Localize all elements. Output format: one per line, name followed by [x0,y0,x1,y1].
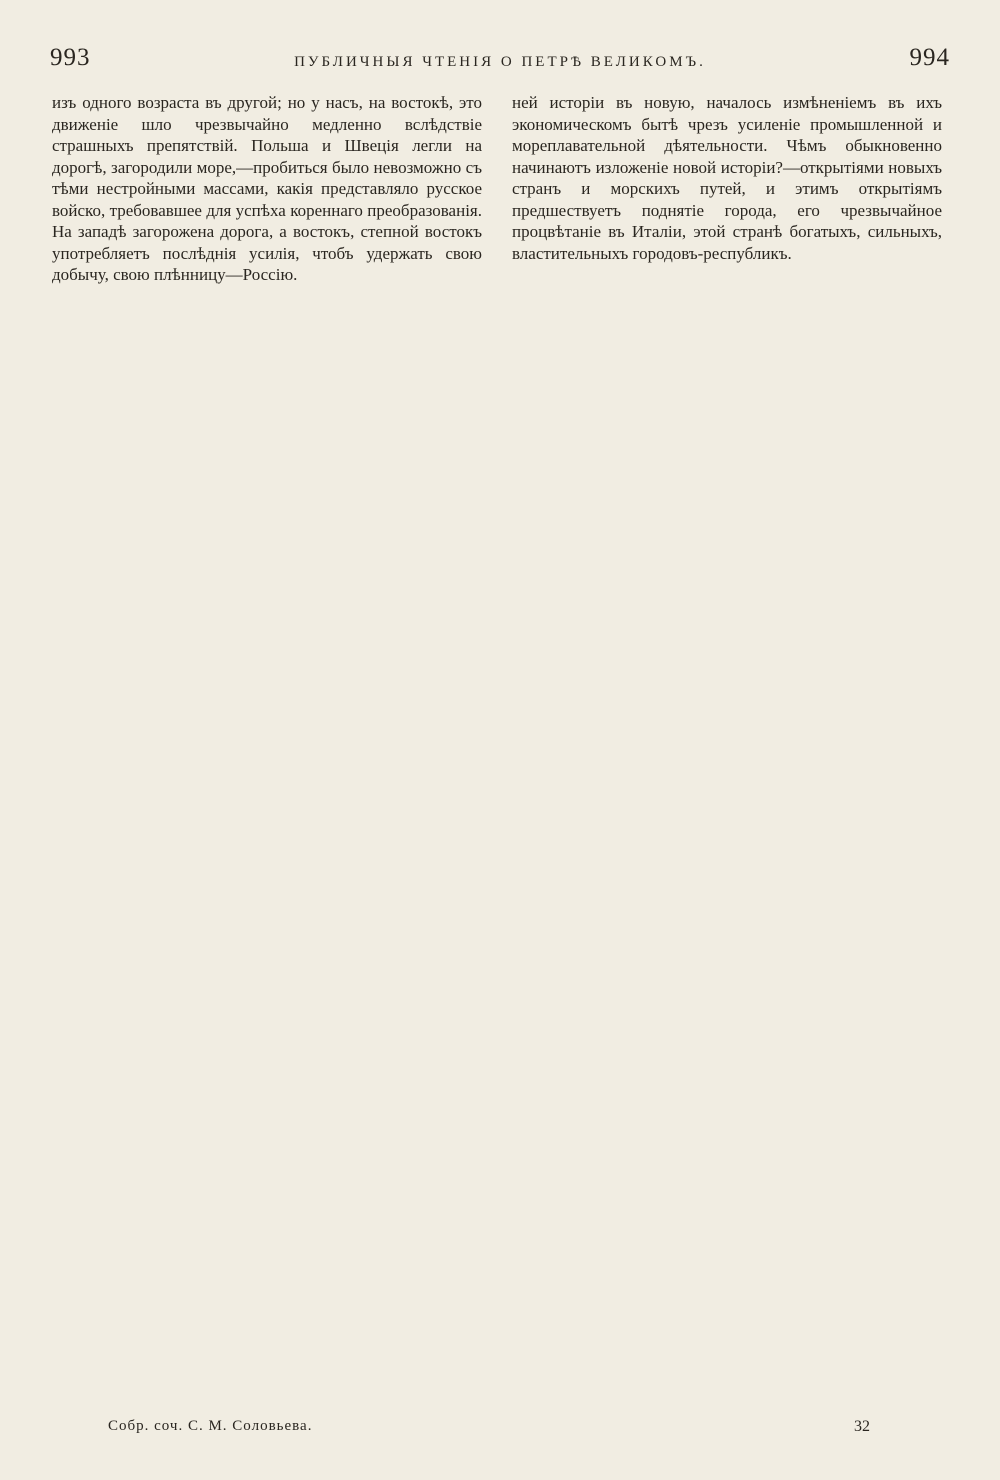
source-note: Собр. соч. С. М. Соловьева. [108,1418,313,1434]
page-number-left: 993 [50,44,91,71]
running-title: ПУБЛИЧНЫЯ ЧТЕНІЯ О ПЕТРѢ ВЕЛИКОМЪ. [294,54,706,70]
paragraph: изъ одного возраста въ другой; но у насъ, на востокѣ, это движеніе шло чрезвычайно медленно вслѣдствіе страшныхъ препятствій. Польша и Швеція легли на дорогѣ, загородили море,—пробиться было невозможно съ тѣми нестройными массами, какія представляло русское войско, требовавшее для успѣха кореннаго преобразованія. На западѣ загорожена дорога, а востокъ, степной востокъ употребляетъ послѣднія усилія, чтобъ удержать свою добычу, свою плѣнницу—Россію. [52,93,482,284]
left-column [52,92,482,286]
page-footer [108,1418,870,1442]
paragraph: ней исторіи въ новую, началось измѣненіемъ въ ихъ экономическомъ бытѣ чрезъ усиленіе промышленной и мореплавательной дѣятельности. Чѣмъ обыкновенно начинаютъ изложеніе новой исторіи?—открытіями новыхъ странъ и морскихъ путей, и этимъ открытіямъ предшествуетъ поднятіе города, его чрезвычайное процвѣтаніе въ Италіи, этой странѣ богатыхъ, сильныхъ, властительныхъ городовъ-республикъ. [512,93,942,263]
page-header [50,44,950,84]
page-number-right: 994 [909,44,950,71]
signature-mark: 32 [854,1418,870,1435]
right-column [512,92,942,264]
